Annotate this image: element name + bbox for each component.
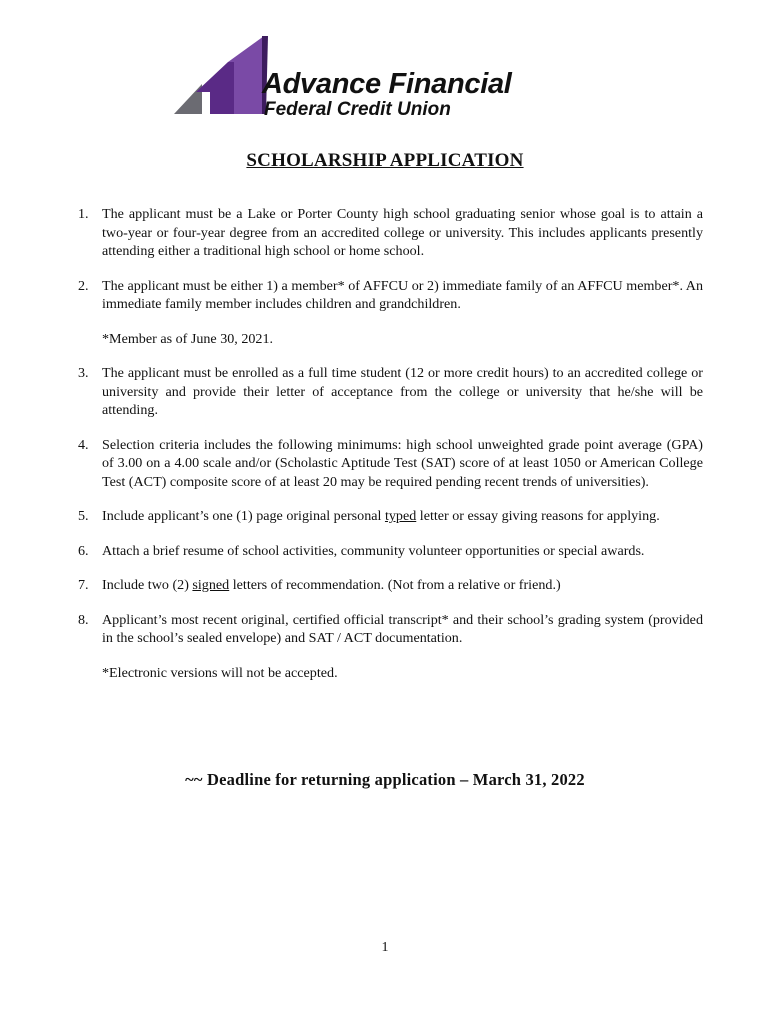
list-item: [78, 205, 703, 261]
item-text-before: Include two (2): [102, 577, 193, 593]
requirements-list: [78, 205, 703, 698]
item-text: Attach a brief resume of school activities, community volunteer opportunities or special awards.: [102, 542, 645, 559]
list-item: [78, 576, 703, 595]
item-number: 3.: [78, 365, 89, 381]
logo-mark-icon: [172, 34, 272, 124]
item-number: 5.: [78, 508, 89, 524]
underlined-word: signed: [192, 577, 230, 593]
list-item: [78, 364, 703, 420]
item-number: 7.: [78, 577, 89, 593]
list-item: [78, 507, 703, 526]
list-item: [78, 436, 703, 492]
item-note: *Member as of June 30, 2021.: [102, 330, 274, 347]
deadline-notice: ~~ Deadline for returning application – March 31, 2022: [185, 770, 585, 789]
item-text: The applicant must be enrolled as a full time student (12 or more credit hours) to an accredited college or university and provide their letter of acceptance from the college or university that he/she will be attending.: [102, 365, 703, 418]
item-text-after: letter or essay giving reasons for applying.: [416, 508, 660, 524]
item-number: 1.: [78, 206, 89, 222]
item-number: 8.: [78, 611, 89, 628]
item-note: *Electronic versions will not be accepted.: [102, 664, 338, 681]
item-text-after: letters of recommendation. (Not from a relative or friend.): [229, 577, 561, 593]
item-text: The applicant must be a Lake or Porter County high school graduating senior whose goal is to attain a two-year or four-year degree from an accredited college or university. This includes applicants presently attending either a traditional high school or home school.: [102, 206, 703, 259]
list-item: [78, 611, 703, 683]
item-number: 6.: [78, 542, 89, 559]
item-text-before: Include applicant’s one (1) page original personal: [102, 508, 385, 524]
list-item: [78, 542, 703, 561]
item-number: 2.: [78, 277, 89, 294]
item-number: 4.: [78, 436, 89, 453]
page-number: 1: [381, 940, 389, 955]
affcu-logo: [172, 34, 572, 124]
item-text: The applicant must be either 1) a member* of AFFCU or 2) immediate family of an AFFCU member*. An immediate family member includes children and grandchildren.: [102, 277, 703, 312]
brand-name: Advance Financial: [262, 68, 512, 100]
item-text: Applicant’s most recent original, certified official transcript* and their school’s grading system (provided in the school’s sealed envelope) and SAT / ACT documentation.: [102, 611, 703, 646]
item-text: Selection criteria includes the following minimums: high school unweighted grade point average (GPA) of 3.00 on a 4.00 scale and/or (Scholastic Aptitude Test (SAT) score of at least 1050 or American College Test (ACT) composite score of at least 20 may be required pending recent trends of universities).: [102, 436, 703, 490]
list-item: [78, 277, 703, 349]
page-title: SCHOLARSHIP APPLICATION: [246, 150, 524, 171]
underlined-word: typed: [384, 508, 417, 524]
brand-subtitle: Federal Credit Union: [264, 99, 451, 120]
